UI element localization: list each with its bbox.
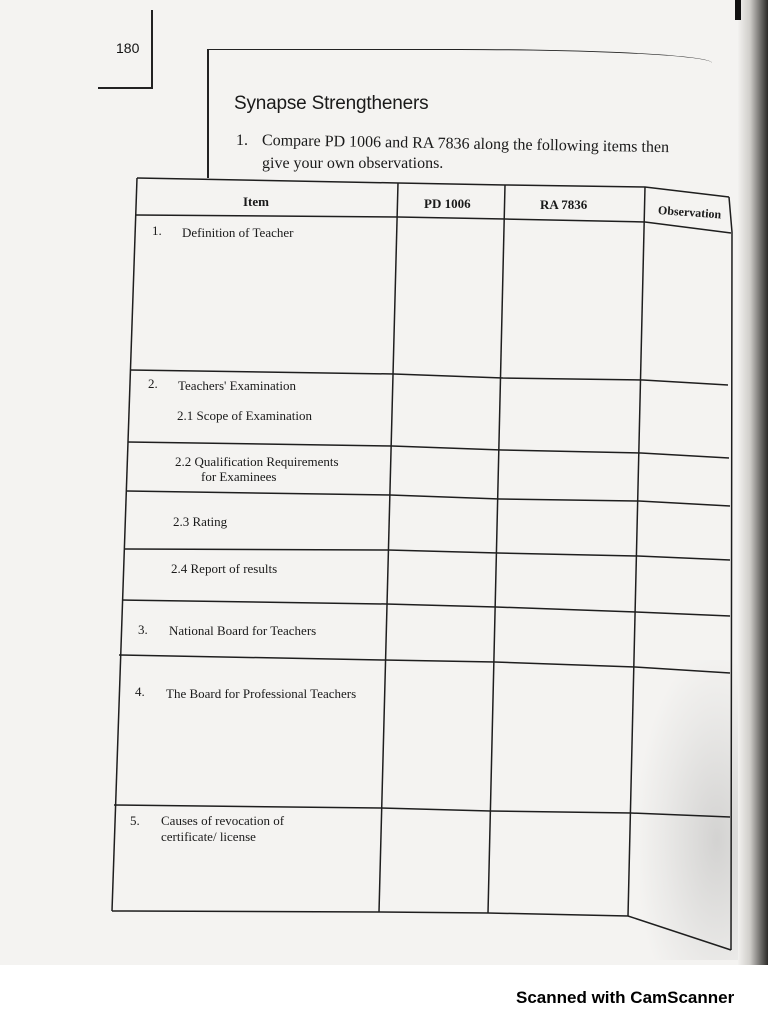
row-2-3-label: 2.3 Rating — [173, 514, 228, 529]
row-3-number: 3. — [138, 622, 148, 637]
table-border-top — [137, 178, 729, 197]
row-1-label: Definition of Teacher — [182, 225, 294, 240]
column-divider-pd1006 — [379, 183, 398, 912]
row-4-label: The Board for Professional Teachers — [166, 686, 357, 701]
row-3-label: National Board for Teachers — [169, 623, 317, 638]
row-2-label: Teachers' Examination — [178, 378, 297, 393]
question-number: 1. — [236, 132, 248, 149]
header-pd1006: PD 1006 — [424, 196, 471, 211]
row-2-2-label: 2.2 Qualification Requirements — [175, 454, 339, 469]
row-2-2-label-cont: for Examinees — [201, 469, 277, 484]
header-observation: Observation — [657, 203, 722, 222]
header-item: Item — [243, 194, 269, 209]
row-line-4 — [124, 549, 730, 560]
row-1-number: 1. — [152, 223, 162, 238]
row-5-label: Causes of revocation of — [161, 813, 285, 828]
column-divider-observation — [628, 187, 645, 916]
row-2-number: 2. — [148, 376, 158, 391]
row-5-number: 5. — [130, 813, 140, 828]
header-ra7836: RA 7836 — [540, 197, 588, 212]
camscanner-watermark: Scanned with CamScanner — [516, 988, 735, 1007]
row-2-1-label: 2.1 Scope of Examination — [177, 408, 313, 423]
page-number: 180 — [116, 40, 140, 56]
section-heading: Synapse Strengtheners — [234, 93, 429, 114]
column-divider-ra7836 — [488, 185, 505, 913]
row-2-4-label: 2.4 Report of results — [171, 561, 278, 576]
question-text-line2: give your own observations. — [262, 155, 444, 172]
table-border-left — [112, 178, 137, 911]
table-border-right — [729, 197, 732, 950]
row-5-label-cont: certificate/ license — [161, 829, 256, 844]
row-4-number: 4. — [135, 684, 145, 699]
row-line-3 — [126, 491, 730, 506]
question-text-line1: Compare PD 1006 and RA 7836 along the following items then — [261, 132, 670, 157]
table-border-bottom — [112, 911, 731, 950]
row-line-6 — [119, 655, 730, 673]
row-line-5 — [122, 600, 730, 616]
